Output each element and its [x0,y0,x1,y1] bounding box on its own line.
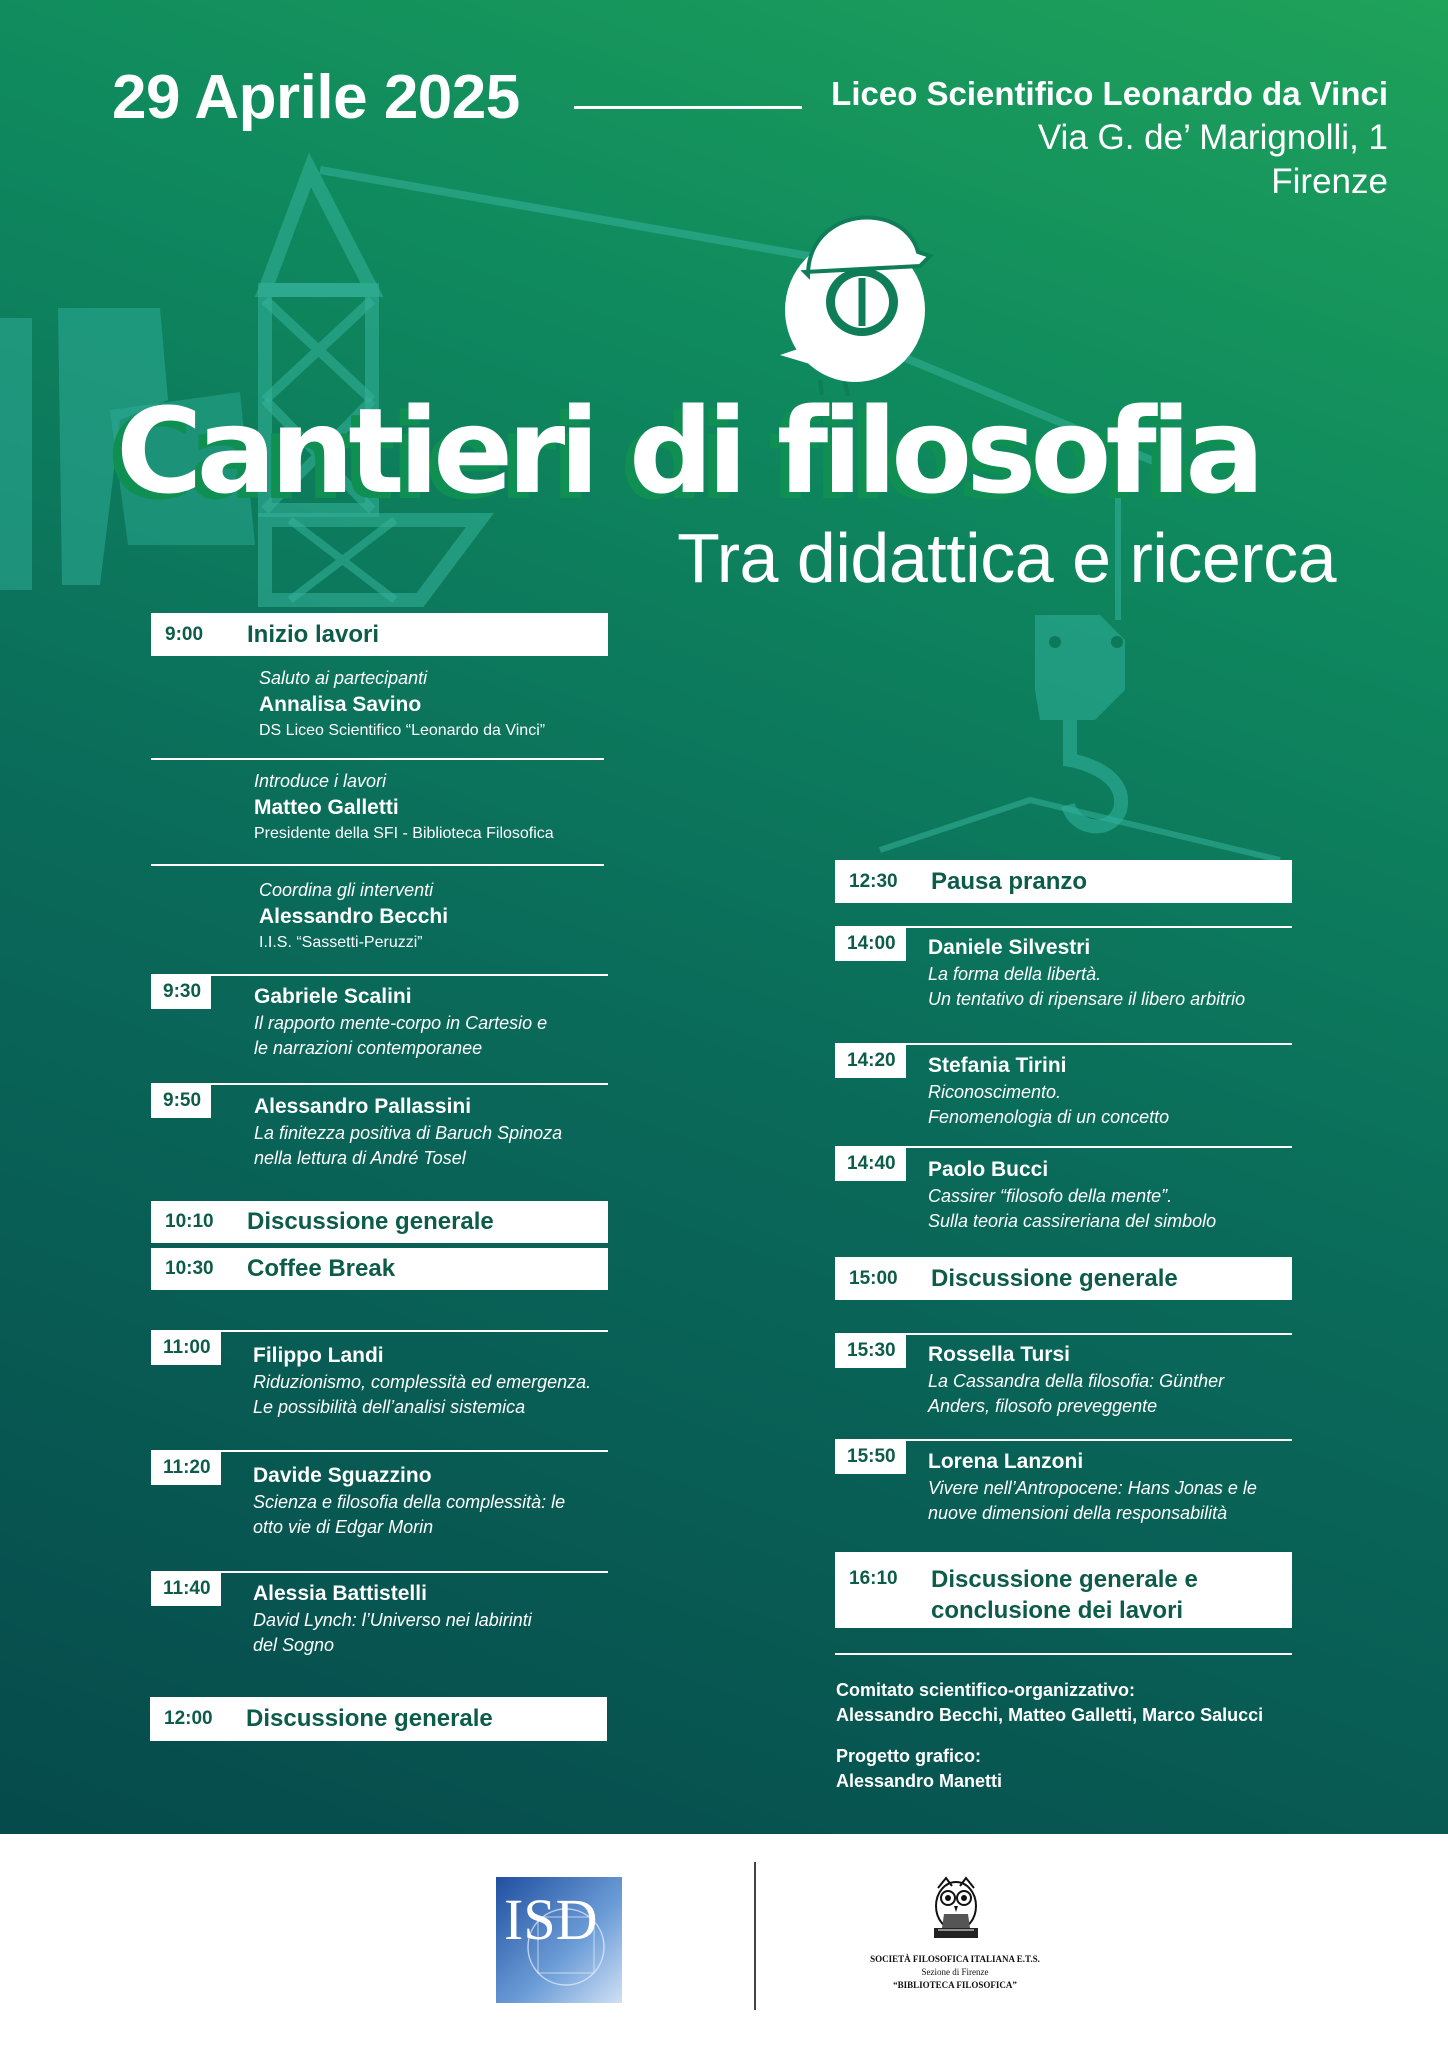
session-bar-coffee [151,1248,608,1290]
design-credit [836,1744,1002,1794]
venue-block [831,72,1388,204]
session-time: 15:00 [849,1267,898,1289]
session-label: Inizio lavori [247,620,380,648]
opening-affiliation: Presidente della SFI - Biblioteca Filosofica [254,825,554,842]
session-label [931,1564,1198,1626]
design-name: Alessandro Manetti [836,1771,1003,1791]
session-bar-start [151,613,608,656]
session-label: Discussione generale [247,1208,494,1235]
committee-label: Comitato scientifico-organizzativo: [836,1680,1136,1700]
sfi-line2: Sezione di Firenze [921,1967,989,1977]
talk-time: 14:00 [835,928,906,961]
opening-role: Saluto ai partecipanti [259,668,428,688]
divider [835,1653,1292,1655]
talk-title-line2: Sulla teoria cassireriana del simbolo [928,1211,1217,1231]
session-bar-closing [835,1552,1292,1628]
session-bar-discussion [150,1697,607,1741]
isd-logo-text: ISD [504,1887,598,1952]
event-title: Cantieri di filosofia [116,382,1259,520]
divider [151,1083,608,1085]
talk-title-line1: La finitezza positiva di Baruch Spinoza [254,1123,563,1143]
talk-time: 14:20 [835,1045,906,1078]
footer [0,1834,1448,2048]
talk-speaker: Stefania Tirini [928,1054,1067,1077]
talk-title-line1: La Cassandra della filosofia: Günther [928,1371,1225,1391]
talk-time: 15:30 [835,1335,906,1368]
talk-speaker: Alessandro Pallassini [254,1095,472,1118]
session-bar-lunch [835,860,1292,903]
talk-title-line2: Un tentativo di ripensare il libero arbitrio [928,989,1246,1009]
talk-speaker: Gabriele Scalini [254,985,412,1008]
talk-time: 11:20 [151,1452,221,1485]
footer-divider [754,1862,756,2010]
owl-logo-icon [926,1868,986,1946]
talk-title-line1: Riduzionismo, complessità ed emergenza. [253,1372,592,1392]
talk-item [928,1156,1216,1234]
divider [151,974,608,976]
venue-city: Firenze [1271,162,1388,201]
talk-title-line2: del Sogno [253,1635,335,1655]
session-bar-discussion [835,1257,1292,1300]
session-label: Coffee Break [247,1255,396,1282]
talk-item [253,1580,532,1658]
session-label: Discussione generale [931,1264,1178,1292]
talk-title-line1: Riconoscimento. [928,1082,1062,1102]
opening-intro [254,769,554,846]
session-label: Discussione generale [246,1705,493,1732]
design-label: Progetto grafico: [836,1746,982,1766]
session-time: 10:10 [165,1211,214,1232]
divider [151,758,604,760]
opening-name: Matteo Galletti [254,796,399,819]
event-date: 29 Aprile 2025 [112,63,520,132]
venue-name: Liceo Scientifico Leonardo da Vinci [831,75,1388,112]
opening-coordinator [259,878,448,955]
opening-affiliation: DS Liceo Scientifico “Leonardo da Vinci” [259,722,546,739]
talk-title-line1: David Lynch: l’Universo nei labirinti [253,1610,532,1630]
talk-time: 15:50 [835,1441,906,1474]
date-divider [574,106,802,109]
talk-speaker: Lorena Lanzoni [928,1450,1084,1473]
talk-title-line2: otto vie di Edgar Morin [253,1517,434,1537]
talk-time: 9:50 [151,1085,211,1118]
talk-time: 14:40 [835,1148,906,1181]
closing-label-line2: conclusione dei lavori [931,1597,1184,1624]
talk-title-line1: Il rapporto mente-corpo in Cartesio e [254,1013,548,1033]
talk-title-line1: Scienza e filosofia della complessità: le [253,1492,566,1512]
talk-speaker: Filippo Landi [253,1344,384,1367]
venue-address: Via G. de’ Marignolli, 1 [1037,118,1388,157]
talk-speaker: Davide Sguazzino [253,1464,432,1487]
opening-name: Annalisa Savino [259,693,422,716]
closing-label-line1: Discussione generale e [931,1566,1198,1593]
session-label: Pausa pranzo [931,867,1088,895]
session-time: 12:30 [849,870,898,892]
talk-title-line1: La forma della libertà. [928,964,1102,984]
talk-item [928,934,1245,1012]
opening-affiliation: I.I.S. “Sassetti-Peruzzi” [259,934,423,951]
session-time: 16:10 [849,1568,898,1589]
talk-item [253,1342,591,1420]
opening-role: Coordina gli interventi [259,880,434,900]
session-time: 12:00 [164,1708,213,1729]
talk-title-line1: Vivere nell’Antropocene: Hans Jonas e le [928,1478,1257,1498]
session-time: 10:30 [165,1258,214,1279]
talk-title-line2: Le possibilità dell’analisi sistemica [253,1397,526,1417]
talk-title-line2: Fenomenologia di un concetto [928,1107,1170,1127]
isd-logo [496,1877,622,2003]
talk-title-line2: nuove dimensioni della responsabilità [928,1503,1228,1523]
opening-greeting [259,666,545,743]
opening-role: Introduce i lavori [254,771,387,791]
talk-time: 11:40 [151,1573,221,1606]
talk-speaker: Alessia Battistelli [253,1582,427,1605]
owl-mascot-icon [780,217,930,396]
talk-item [254,1093,562,1171]
sfi-caption [860,1953,1050,1992]
talk-item [253,1462,565,1540]
opening-name: Alessandro Becchi [259,905,449,928]
sfi-line1: SOCIETÀ FILOSOFICA ITALIANA E.T.S. [870,1954,1040,1964]
talk-item [928,1052,1169,1130]
talk-title-line2: nella lettura di André Tosel [254,1148,466,1168]
talk-title-line1: Cassirer “filosofo della mente”. [928,1186,1173,1206]
talk-item [254,983,547,1061]
talk-title-line2: Anders, filosofo preveggente [928,1396,1158,1416]
talk-speaker: Paolo Bucci [928,1158,1049,1181]
session-time: 9:00 [165,623,204,645]
talk-time: 9:30 [151,976,211,1009]
sfi-line3: “BIBLIOTECA FILOSOFICA” [893,1980,1017,1990]
talk-item [928,1341,1224,1419]
talk-time: 11:00 [151,1332,221,1365]
event-subtitle: Tra didattica e ricerca [677,519,1336,597]
committee-names: Alessandro Becchi, Matteo Galletti, Marco Salucci [836,1705,1264,1725]
talk-speaker: Daniele Silvestri [928,936,1091,959]
talk-title-line2: le narrazioni contemporanee [254,1038,483,1058]
talk-item [928,1448,1257,1526]
divider [151,864,604,866]
committee-credit [836,1678,1263,1728]
session-bar-discussion [151,1201,608,1243]
talk-speaker: Rossella Tursi [928,1343,1070,1366]
